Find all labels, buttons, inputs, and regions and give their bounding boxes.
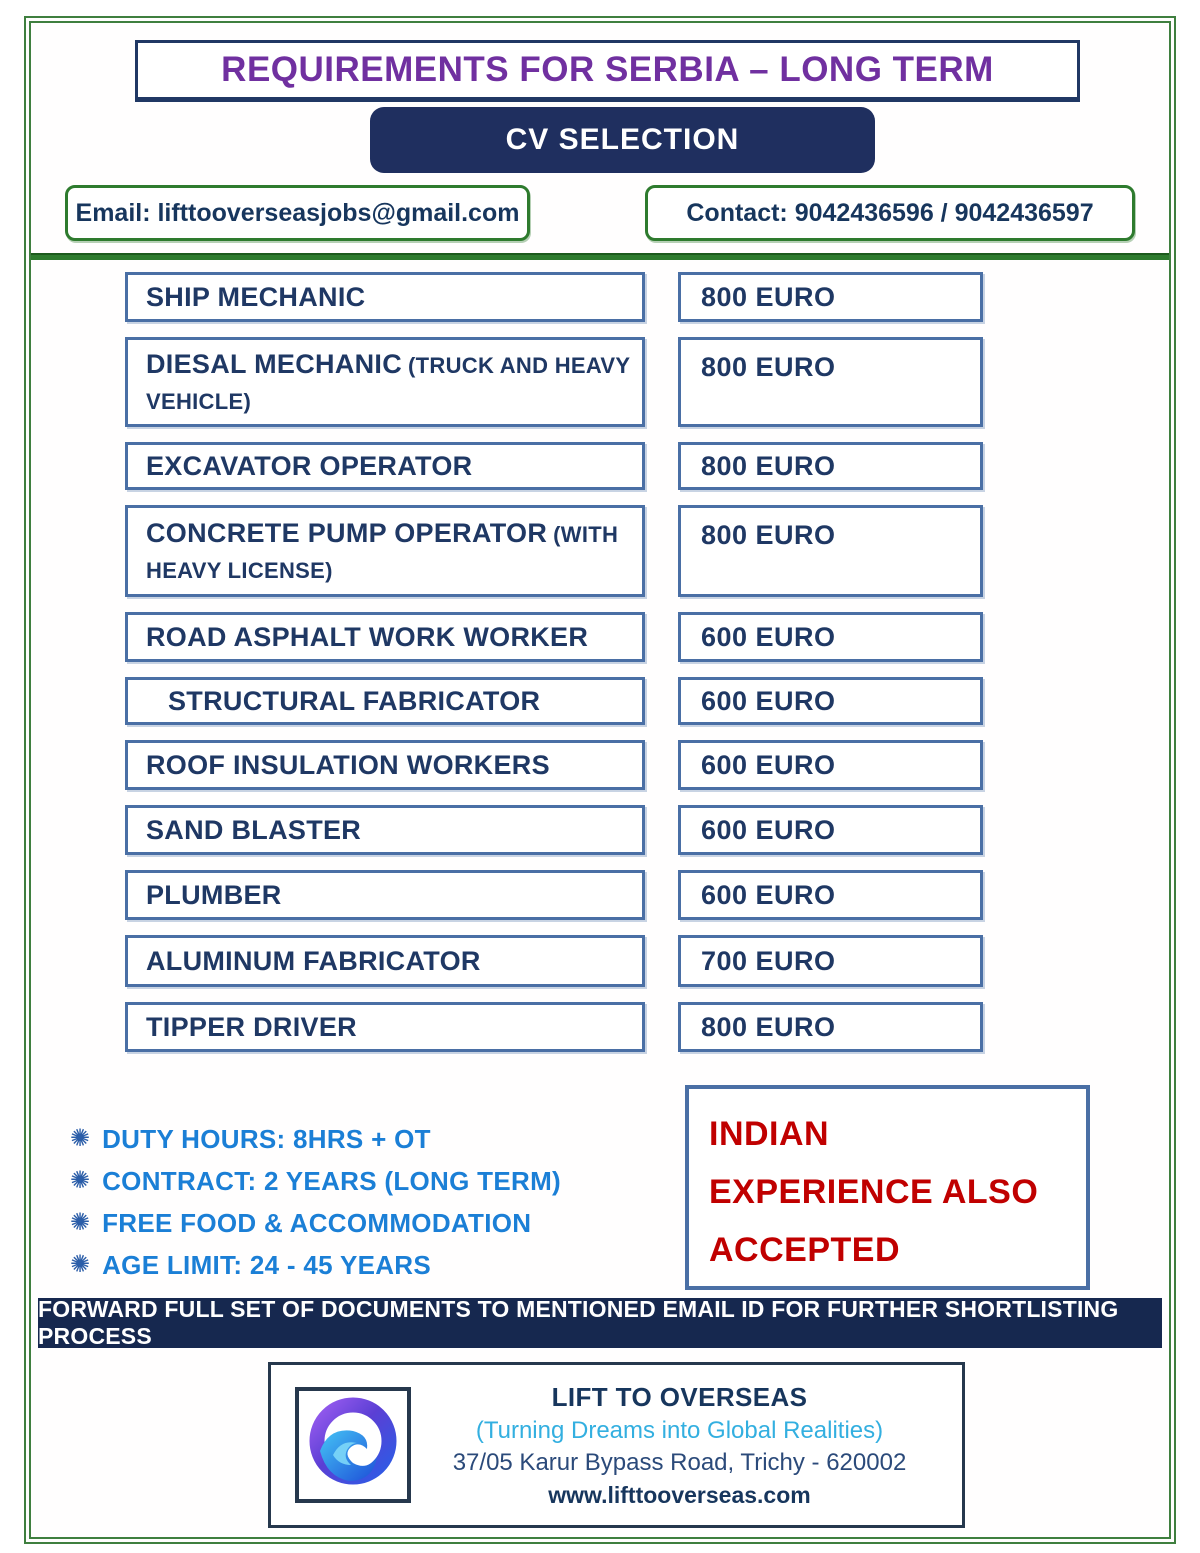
indian-experience-box — [685, 1085, 1090, 1290]
job-role: ALUMINUM FABRICATOR — [146, 945, 481, 976]
job-salary-cell: 800 EURO — [678, 505, 983, 597]
list-item — [70, 1244, 561, 1286]
term-text: FREE FOOD & ACCOMMODATION — [102, 1207, 532, 1238]
term-text: AGE LIMIT: 24 - 45 YEARS — [102, 1249, 432, 1280]
job-role-cell — [125, 505, 645, 597]
job-role: EXCAVATOR OPERATOR — [146, 450, 473, 481]
table-row — [125, 442, 1105, 490]
table-row — [125, 612, 1105, 662]
job-salary-cell: 700 EURO — [678, 935, 983, 987]
table-row — [125, 740, 1105, 790]
logo-frame — [295, 1387, 411, 1503]
company-name: LIFT TO OVERSEAS — [551, 1381, 808, 1412]
job-role: ROOF INSULATION WORKERS — [146, 749, 550, 780]
contact-pill: Contact: 9042436596 / 9042436597 — [645, 185, 1135, 241]
highlight-line: EXPERIENCE ALSO — [709, 1173, 1039, 1211]
term-text: DUTY HOURS: 8HRS + OT — [102, 1123, 431, 1154]
job-role-cell — [125, 740, 645, 790]
sunburst-bullet-icon: ✺ — [70, 1125, 91, 1152]
job-role-cell — [125, 870, 645, 920]
instruction-banner: FORWARD FULL SET OF DOCUMENTS TO MENTIONED EMAIL ID FOR FURTHER SHORTLISTING PROCESS — [38, 1298, 1162, 1348]
page-title: REQUIREMENTS FOR SERBIA – LONG TERM — [221, 50, 994, 89]
term-text: CONTRACT: 2 YEARS (LONG TERM) — [102, 1165, 561, 1196]
job-salary-cell: 600 EURO — [678, 612, 983, 662]
sunburst-bullet-icon: ✺ — [70, 1251, 91, 1278]
company-address: 37/05 Karur Bypass Road, Trichy - 620002 — [452, 1448, 907, 1476]
table-row — [125, 677, 1105, 725]
company-info — [411, 1382, 962, 1509]
job-role: STRUCTURAL FABRICATOR — [168, 685, 541, 716]
company-tagline: (Turning Dreams into Global Realities) — [475, 1416, 884, 1444]
title-box — [135, 40, 1080, 102]
list-item — [70, 1202, 561, 1244]
highlight-line: ACCEPTED — [709, 1231, 901, 1269]
job-role-cell — [125, 935, 645, 987]
company-website: www.lifttooverseas.com — [548, 1481, 811, 1508]
table-row — [125, 272, 1105, 322]
company-footer — [268, 1362, 965, 1528]
job-role-cell — [125, 272, 645, 322]
job-role-cell — [125, 337, 645, 427]
job-role: PLUMBER — [146, 879, 282, 910]
table-row — [125, 505, 1105, 597]
job-role-cell — [125, 442, 645, 490]
job-role-cell — [125, 612, 645, 662]
job-role-cell — [125, 805, 645, 855]
job-salary-cell: 600 EURO — [678, 740, 983, 790]
job-role-cell — [125, 677, 645, 725]
job-role-note: (TRUCK AND HEAVY VEHICLE) — [146, 352, 630, 414]
cv-selection-badge: CV SELECTION — [370, 107, 875, 173]
job-salary-cell: 800 EURO — [678, 337, 983, 427]
job-salary-cell: 800 EURO — [678, 1002, 983, 1052]
job-salary-cell: 600 EURO — [678, 870, 983, 920]
job-role: DIESAL MECHANIC — [146, 348, 403, 379]
job-role: SHIP MECHANIC — [146, 281, 366, 312]
list-item — [70, 1118, 561, 1160]
list-item — [70, 1160, 561, 1202]
flyer-border — [24, 16, 1176, 1544]
table-row — [125, 870, 1105, 920]
table-row — [125, 935, 1105, 987]
sunburst-bullet-icon: ✺ — [70, 1167, 91, 1194]
wave-ring-logo-icon — [303, 1393, 403, 1498]
job-role-cell — [125, 1002, 645, 1052]
job-salary-cell: 800 EURO — [678, 442, 983, 490]
section-divider — [31, 253, 1169, 260]
job-salary-cell: 600 EURO — [678, 677, 983, 725]
job-role: CONCRETE PUMP OPERATOR — [146, 517, 548, 548]
job-salary-cell: 800 EURO — [678, 272, 983, 322]
jobs-table — [125, 272, 1105, 1067]
terms-list — [70, 1118, 561, 1286]
table-row — [125, 337, 1105, 427]
job-salary-cell: 600 EURO — [678, 805, 983, 855]
job-role: SAND BLASTER — [146, 814, 362, 845]
highlight-line: INDIAN — [709, 1115, 830, 1153]
job-role: TIPPER DRIVER — [146, 1011, 357, 1042]
job-role-note: (WITH HEAVY LICENSE) — [146, 521, 619, 583]
sunburst-bullet-icon: ✺ — [70, 1209, 91, 1236]
job-role: ROAD ASPHALT WORK WORKER — [146, 621, 589, 652]
table-row — [125, 1002, 1105, 1052]
table-row — [125, 805, 1105, 855]
email-pill: Email: lifttooverseasjobs@gmail.com — [65, 185, 530, 241]
